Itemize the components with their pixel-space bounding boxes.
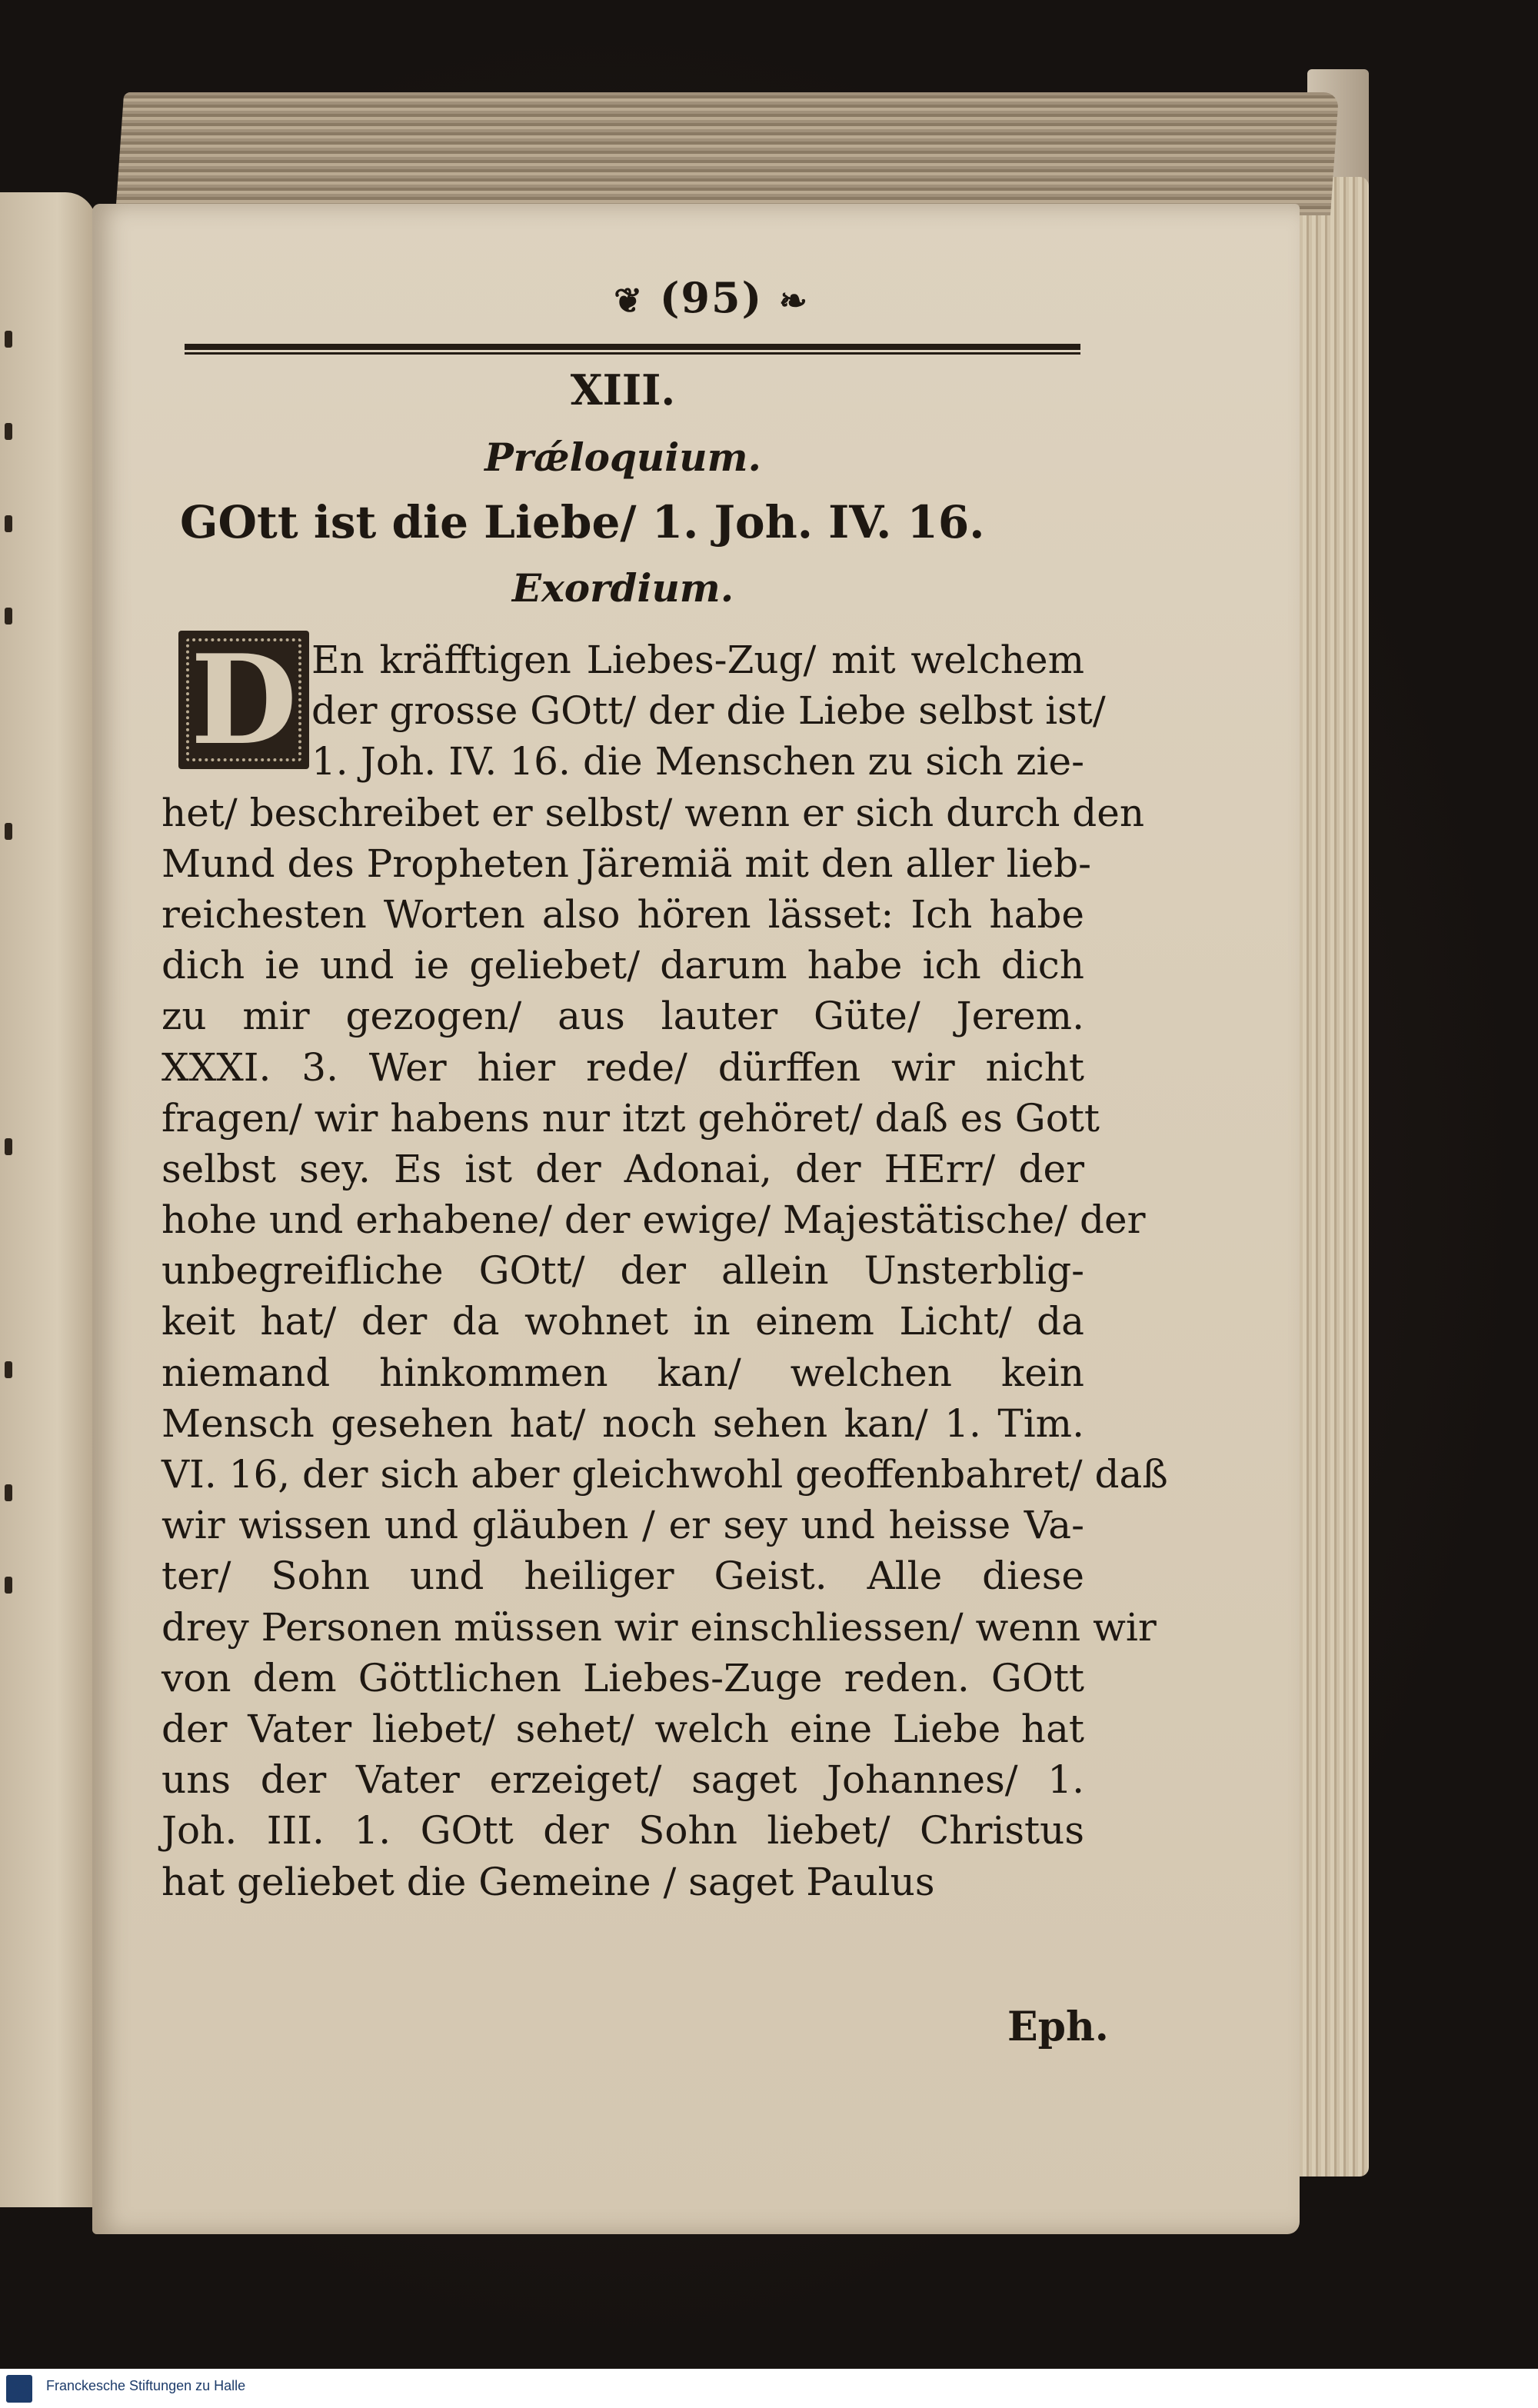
text-line: der grosse GOtt/ der die Liebe selbst ist/ bbox=[311, 688, 1106, 734]
text-line: hohe und erhabene/ der ewige/ Majestätische/ der bbox=[161, 1197, 1146, 1243]
header-rule-thin bbox=[185, 352, 1080, 355]
text-line: XXXI. 3. Wer hier rede/ dürffen wir nicht bbox=[161, 1044, 1084, 1090]
decorated-initial: D bbox=[178, 631, 309, 769]
header-rule bbox=[185, 344, 1080, 350]
text-line: wir wissen und gläuben / er sey und heisse Va- bbox=[161, 1503, 1084, 1548]
left-page bbox=[0, 192, 96, 2207]
footer-bar bbox=[0, 2369, 1538, 2408]
text-line: 1. Joh. IV. 16. die Menschen zu sich zie- bbox=[311, 739, 1084, 784]
text-line: hat geliebet die Gemeine / saget Paulus bbox=[161, 1859, 935, 1904]
text-line: reichesten Worten also hören lässet: Ich habe bbox=[161, 891, 1084, 937]
text-line: keit hat/ der da wohnet in einem Licht/ da bbox=[161, 1299, 1084, 1344]
text-line: von dem Göttlichen Liebes-Zuge reden. GOtt bbox=[161, 1655, 1084, 1700]
text-line: dich ie und ie geliebet/ darum habe ich dich bbox=[161, 943, 1084, 988]
section-number: XIII. bbox=[570, 365, 676, 415]
page-number: (95) bbox=[659, 273, 764, 322]
text-line: VI. 16, der sich aber gleichwohl geoffenbahret/ daß bbox=[161, 1452, 1168, 1497]
text-line: zu mir gezogen/ aus lauter Güte/ Jerem. bbox=[161, 994, 1084, 1039]
book-block-top bbox=[115, 92, 1339, 215]
text-line: Mund des Propheten Järemiä mit den aller lieb- bbox=[161, 841, 1092, 886]
motto-line: GOtt ist die Liebe/ 1. Joh. IV. 16. bbox=[180, 496, 985, 548]
ornament-right-icon: ❧ bbox=[778, 281, 809, 321]
text-line: En kräfftigen Liebes-Zug/ mit welchem bbox=[311, 638, 1084, 682]
text-line: niemand hinkommen kan/ welchen kein bbox=[161, 1350, 1084, 1395]
ornament-left-icon: ❦ bbox=[614, 281, 644, 321]
text-line: het/ beschreibet er selbst/ wenn er sich durch den bbox=[161, 790, 1145, 835]
text-line: uns der Vater erzeiget/ saget Johannes/ 1. bbox=[161, 1757, 1084, 1803]
catchword: Eph. bbox=[1007, 2003, 1109, 2050]
text-line: ter/ Sohn und heiliger Geist. Alle diese bbox=[161, 1554, 1084, 1599]
text-line: Joh. III. 1. GOtt der Sohn liebet/ Christus bbox=[161, 1808, 1084, 1853]
text-line: selbst sey. Es ist der Adonai, der HErr/ der bbox=[161, 1146, 1084, 1191]
text-line: fragen/ wir habens nur itzt gehöret/ daß es Gott bbox=[161, 1095, 1100, 1141]
institution-name: Franckesche Stiftungen zu Halle bbox=[46, 2378, 246, 2393]
exordium-heading: Exordium. bbox=[511, 565, 734, 611]
text-line: drey Personen müssen wir einschliessen/ wenn wir bbox=[161, 1604, 1157, 1650]
body-text bbox=[161, 634, 1168, 1907]
page-header bbox=[519, 273, 904, 322]
praeloquium-heading: Prǽloquium. bbox=[484, 435, 761, 480]
text-line: der Vater liebet/ sehet/ welch eine Liebe hat bbox=[161, 1706, 1084, 1751]
text-line: Mensch gesehen hat/ noch sehen kan/ 1. Tim. bbox=[161, 1401, 1084, 1446]
institution-logo-icon bbox=[6, 2375, 32, 2403]
text-line: unbegreifliche GOtt/ der allein Unsterblig- bbox=[161, 1248, 1084, 1294]
